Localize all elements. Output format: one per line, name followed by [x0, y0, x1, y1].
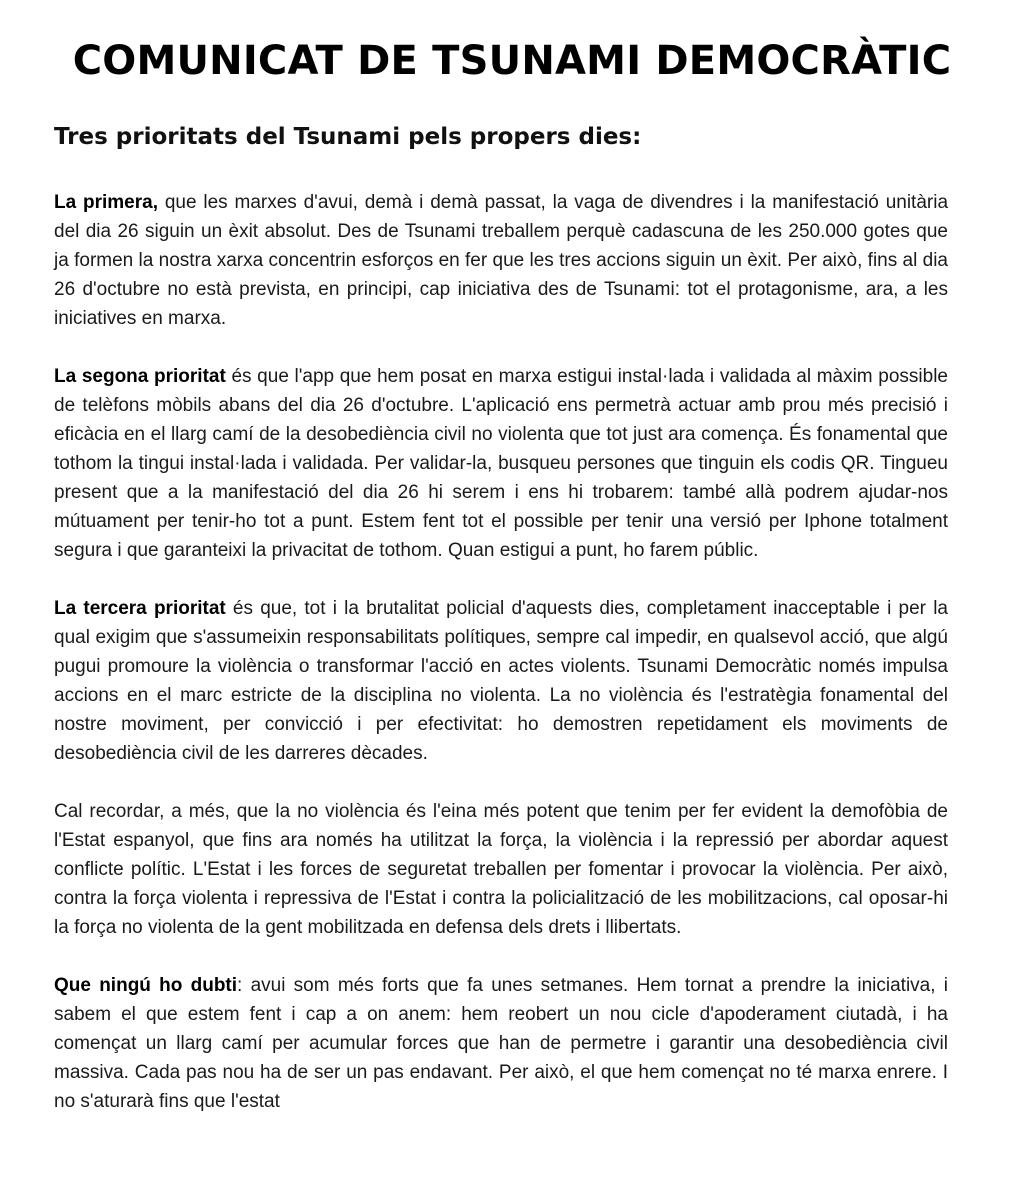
- paragraph-5-lead: Que ningú ho dubti: [54, 975, 238, 996]
- document-body: [54, 188, 948, 1145]
- document-subtitle: Tres prioritats del Tsunami pels propers dies:: [54, 124, 642, 150]
- paragraph-3-text: és que, tot i la brutalitat policial d'aquests dies, completament inacceptable i per la qual exigim que s'assumeixin responsabilitats polítiques, sempre cal impedir, en qualsevol acció, que algú pugui promoure la violència o transformar l'acció en actes violents. Tsunami Democràtic només impulsa accions en el marc estricte de la disciplina no violenta. La no violència és l'estratègia fonamental del nostre moviment, per convicció i per efectivitat: ho demostren repetidament els moviments de desobediència civil de les darreres dècades.: [54, 598, 948, 764]
- paragraph-1-text: que les marxes d'avui, demà i demà passat, la vaga de divendres i la manifestació unitària del dia 26 siguin un èxit absolut. Des de Tsunami treballem perquè cadascuna de les 250.000 gotes que ja formen la nostra xarxa concentrin esforços en fer que les tres accions siguin un èxit. Per això, fins al dia 26 d'octubre no està prevista, en principi, cap iniciativa des de Tsunami: tot el protagonisme, ara, a les iniciatives en marxa.: [54, 192, 949, 329]
- paragraph-1-lead: La primera,: [54, 192, 158, 213]
- paragraph-4: [54, 797, 948, 942]
- paragraph-1: [54, 188, 948, 333]
- paragraph-3: [54, 594, 948, 768]
- paragraph-3-lead: La tercera prioritat: [54, 598, 226, 619]
- paragraph-5: [54, 971, 948, 1116]
- paragraph-2-lead: La segona prioritat: [54, 366, 226, 387]
- document-title: COMUNICAT DE TSUNAMI DEMOCRÀTIC: [72, 38, 952, 84]
- paragraph-4-text: Cal recordar, a més, que la no violència és l'eina més potent que tenim per fer evident la demofòbia de l'Estat espanyol, que fins ara només ha utilitzat la força, la violència i la repressió per abordar aquest conflicte polític. L'Estat i les forces de seguretat treballen per fomentar i provocar la violència. Per això, contra la força violenta i repressiva de l'Estat i contra la policialització de les mobilitzacions, cal oposar-hi la força no violenta de la gent mobilitzada en defensa dels drets i llibertats.: [54, 801, 948, 938]
- paragraph-5-text: : avui som més forts que fa unes setmanes. Hem tornat a prendre la iniciativa, i sabem el que estem fent i cap a on anem: hem reobert un nou cicle d'apoderament ciutadà, i ha començat un llarg camí per acumular forces que han de permetre i garantir una desobediència civil massiva. Cada pas nou ha de ser un pas endavant. Per això, el que hem començat no té marxa enrere. I no s'aturarà fins que l'estat: [54, 975, 948, 1112]
- paragraph-2: [54, 362, 948, 565]
- paragraph-2-text: és que l'app que hem posat en marxa estigui instal·lada i validada al màxim possible de telèfons mòbils abans del dia 26 d'octubre. L'aplicació ens permetrà actuar amb prou més precisió i eficàcia en el llarg camí de la desobediència civil no violenta que tot just ara comença. És fonamental que tothom la tingui instal·lada i validada. Per validar-la, busqueu persones que tinguin els codis QR. Tingueu present que a la manifestació del dia 26 hi serem i ens hi trobarem: també allà podrem ajudar-nos mútuament per tenir-ho tot a punt. Estem fent tot el possible per tenir una versió per Iphone totalment segura i que garanteixi la privacitat de tothom. Quan estigui a punt, ho farem públic.: [54, 366, 949, 561]
